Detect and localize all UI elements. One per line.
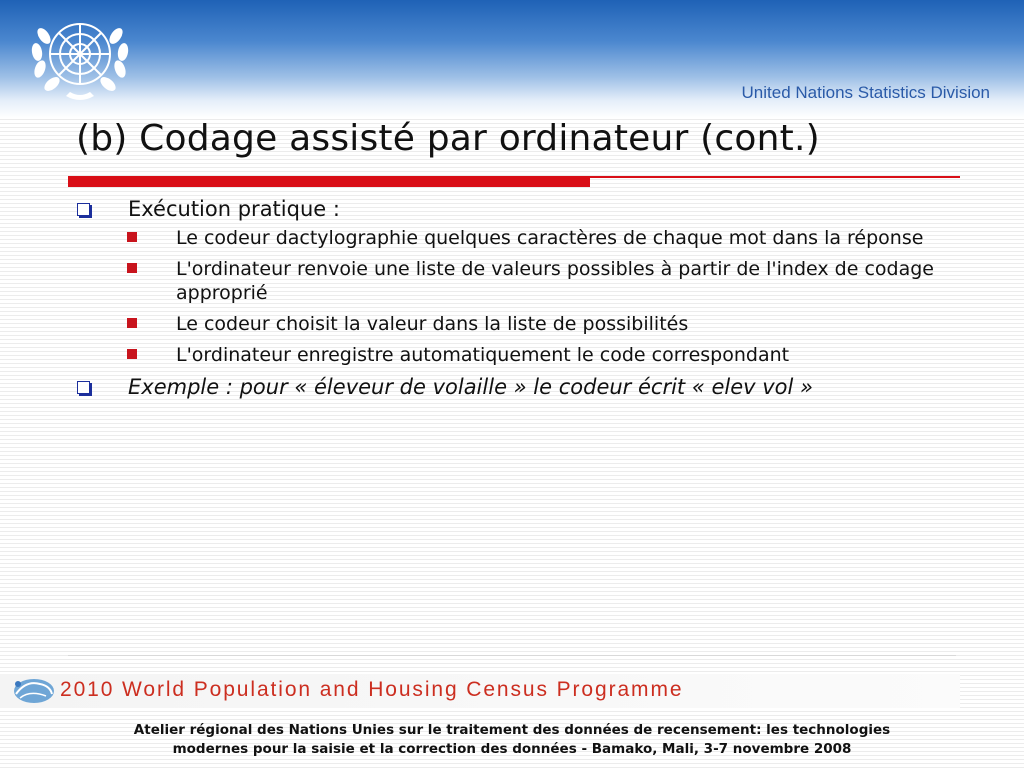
workshop-caption [0,721,1024,759]
title-underline-thick [68,176,590,187]
title-underline-thin [590,176,960,178]
sub-bullet-item [76,343,936,367]
sub-bullet-text: L'ordinateur renvoie une liste de valeurs possibles à partir de l'index de codage approprié [176,258,934,304]
square-bullet-icon [127,232,137,242]
bullet-text: Exemple : pour « éleveur de volaille » le codeur écrit « elev vol » [128,375,813,399]
footer-divider [68,655,956,656]
sub-bullet-item [76,312,936,336]
sub-bullet-item [76,257,936,305]
checkbox-bullet-icon [77,203,90,216]
sub-bullet-text: Le codeur choisit la valeur dans la liste de possibilités [176,313,689,335]
organization-name: United Nations Statistics Division [741,83,990,102]
square-bullet-icon [127,349,137,359]
square-bullet-icon [127,318,137,328]
square-bullet-icon [127,263,137,273]
sub-bullet-item [76,226,936,250]
sub-bullet-list [76,226,956,367]
census-programme-title: 2010 World Population and Housing Census Programme [60,678,684,701]
bullet-execution [76,196,956,367]
bullet-example [76,374,948,401]
slide-title: (b) Codage assisté par ordinateur (cont.) [76,118,820,159]
checkbox-bullet-icon [77,381,90,394]
sub-bullet-text: Le codeur dactylographie quelques caractères de chaque mot dans la réponse [176,227,924,249]
sub-bullet-text: L'ordinateur enregistre automatiquement le code correspondant [176,344,790,366]
slide-content [76,196,956,404]
census-globe-icon [6,674,58,706]
caption-line-1: Atelier régional des Nations Unies sur le traitement des données de recensement: les technologies [133,722,891,738]
bullet-text: Exécution pratique : [128,197,340,221]
un-emblem-icon [22,6,138,108]
caption-line-2: modernes pour la saisie et la correction des données - Bamako, Mali, 3-7 novembre 2008 [172,741,852,757]
